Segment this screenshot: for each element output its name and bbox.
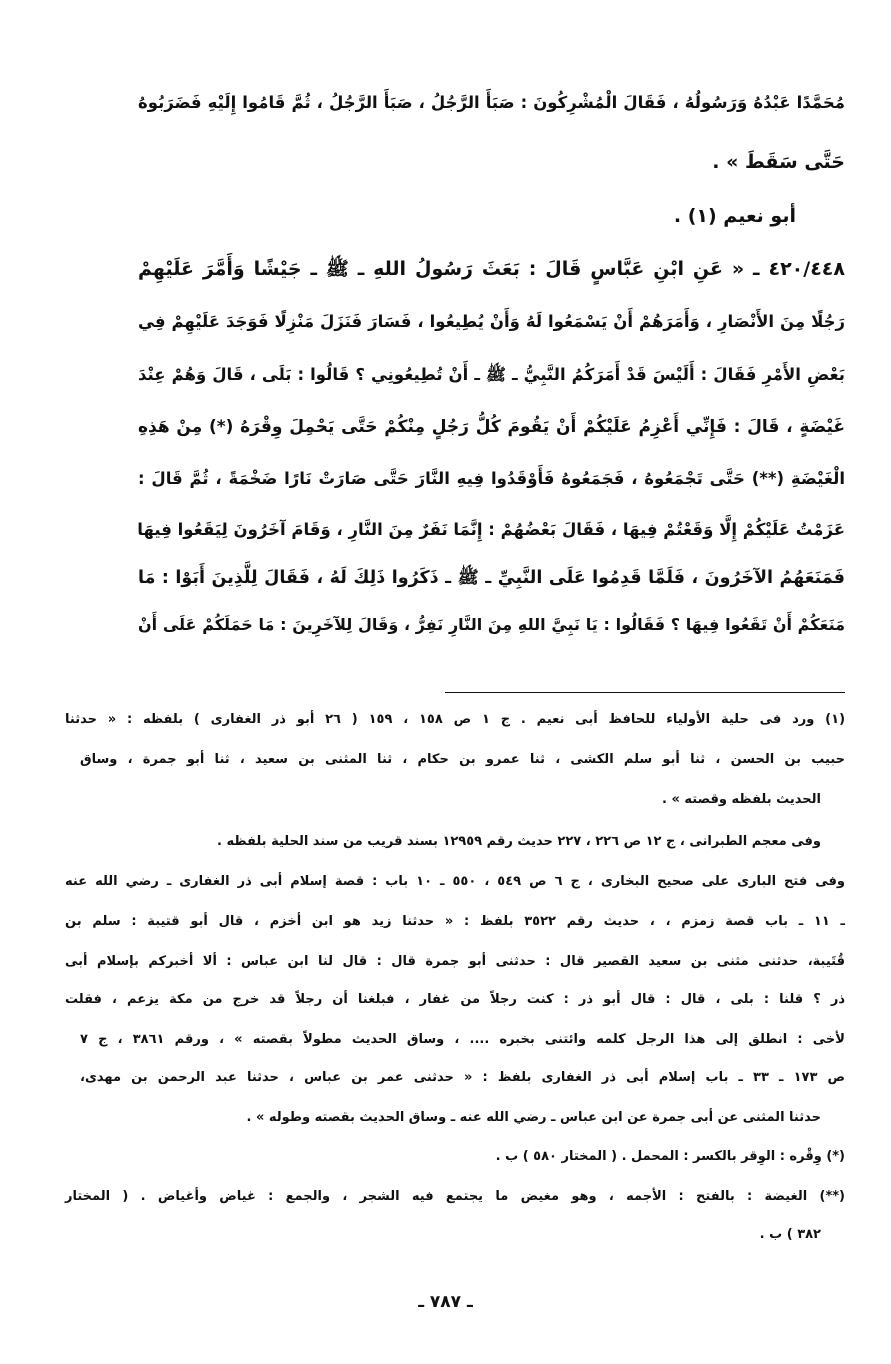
body-text-line: رَجُلًا مِنَ الأَنْصَارِ ، وَأَمَرَهُمْ أَنْ يَسْمَعُوا لَهُ وَأَنْ يُطِيعُوا ، فَسَارَ فَنَزَلَ مَنْزِلًا فَوَجَدَ عَلَيْهِمْ فِي xyxy=(138,312,845,331)
body-text-line: أبو نعيم (١) . xyxy=(673,205,796,227)
footnote-line: قُتَيبة، حدثنى مثنى بن سعيد القصير قال : حدثنى أبو جمرة قال : قال لنا ابن عباس : ألا أخبركم بإسلام أبى xyxy=(65,954,845,969)
footnote-line: ذر ؟ قلنا : بلى ، قال : قال أبو ذر : كنت رجلاً من غفار ، فبلغنا أن رجلاً قد خرج من مكة يزعم ، فقلت xyxy=(65,992,845,1007)
footnote-line: ص ١٧٣ ـ ٣٣ ـ باب إسلام أبى ذر الغفارى بلفظ : « حدثنى عمر بن عباس ، حدثنا عبد الرحمن بن مهدى، xyxy=(80,1070,845,1085)
footnote-line: لأخى : انطلق إلى هذا الرجل كلمه وائتنى بخبره .... ، وساق الحديث مطولاً بقصته » ، ورقم ٣٨٦١ ، ج ٧ xyxy=(80,1032,845,1047)
footnote-line: ٣٨٢ ) ب . xyxy=(759,1227,821,1242)
body-text-line: بَعْضِ الأَمْرِ فَقَالَ : أَلَيْسَ قَدْ أَمَرَكُمُ النَّبِيُّ ـ ﷺ ـ أَنْ تُطِيعُونِي ؟ قَالُوا : بَلَى ، قَالَ وَهُمْ عِنْدَ xyxy=(138,365,845,384)
body-text-line: عَزَمْتُ عَلَيْكُمْ إِلَّا وَقَعْتُمْ فِيهَا ، فَقَالَ بَعْضُهُمْ : إِنَّمَا نَفَرٌ مِنَ النَّارِ ، وَقَامَ آخَرُونَ لِيَقَعُوا فِيهَا xyxy=(137,520,845,539)
page-number: ـ ٧٨٧ ـ xyxy=(418,1292,473,1312)
footnote-line: وفى فتح البارى على صحيح البخارى ، ج ٦ ص ٥٤٩ ، ٥٥٠ ـ ١٠ باب : قصة إسلام أبى ذر الغفارى ـ رضي الله عنه xyxy=(65,874,845,889)
footnote-line: (**) الغيضة : بالفتح : الأجمه ، وهو مغيض ما يجتمع فيه الشجر ، والجمع : غياض وأغياض . ( المختار xyxy=(65,1189,845,1204)
body-text-line: مَنَعَكُمْ أَنْ تَقَعُوا فِيهَا ؟ فَقَالُوا : يَا نَبِيَّ اللهِ مِنَ النَّارِ نَفِرُّ ، وَقَالَ لِلآخَرِينَ : مَا حَمَلَكُمْ عَلَى أَنْ xyxy=(138,615,845,634)
body-text-line: ٤٢٠/٤٤٨ ـ « عَنِ ابْنِ عَبَّاسٍ قَالَ : بَعَثَ رَسُولُ اللهِ ـ ﷺ ـ جَيْشًا وَأَمَّرَ عَلَيْهِمْ xyxy=(138,258,845,280)
footnote-line: ـ ١١ ـ باب قصة زمزم ، ، حديث رقم ٣٥٢٢ بلفظ : « حدثنا زيد هو ابن أخزم ، قال أبو قتيبة : سلم بن xyxy=(65,914,845,929)
footnote-line: (*) وِقْره : الوِقر بالكسر : المحمل . ( المختار ٥٨٠ ) ب . xyxy=(495,1149,845,1164)
body-text-line: مُحَمَّدًا عَبْدُهُ وَرَسُولُهُ ، فَقَالَ الْمُشْرِكُونَ : صَبَأَ الرَّجُلُ ، صَبَأَ الرَّجُلُ ، ثُمَّ قَامُوا إِلَيْهِ فَضَرَبُوهُ xyxy=(138,93,845,112)
footnote-line: حدثنا المثنى عن أبى جمرة عن ابن عباس ـ رضي الله عنه ـ وساق الحديث بقصته وطوله » . xyxy=(246,1110,821,1125)
footnote-line: الحديث بلفظه وقصته » . xyxy=(662,792,821,807)
body-text-line: غَيْضَةٍ ، قَالَ : فَإِنِّي أَعْزِمُ عَلَيْكُمْ أَنْ يَقُومَ كُلُّ رَجُلٍ مِنْكُمْ حَتَّى يَحْمِلَ وِقْرَهُ (*) مِنْ هَذِهِ xyxy=(138,417,845,437)
footnote-separator xyxy=(445,692,845,693)
body-text-line: فَمَنَعَهُمُ الآخَرُونَ ، فَلَمَّا قَدِمُوا عَلَى النَّبِيِّ ـ ﷺ ـ ذَكَرُوا ذَلِكَ لَهُ ، فَقَالَ لِلَّذِينَ أَبَوْا : مَا xyxy=(138,568,845,588)
footnote-line: (١) ورد فى حلية الأولياء للحافظ أبى نعيم . ج ١ ص ١٥٨ ، ١٥٩ ( ٢٦ أبو ذر الغفارى ) بلفظه : « حدثنا xyxy=(65,712,846,727)
footnote-line: وفى معجم الطبرانى ، ج ١٢ ص ٢٢٦ ، ٢٢٧ حديث رقم ١٢٩٥٩ بسند قريب من سند الحلية بلفظه . xyxy=(217,834,821,849)
footnote-line: حبيب بن الحسن ، ثنا أبو سلم الكشى ، ثنا عمرو بن حكام ، ثنا المثنى بن سعيد ، ثنا أبو جمرة ، وساق xyxy=(80,752,845,767)
body-text-line: الْغَيْضَةِ (**) حَتَّى تَجْمَعُوهُ ، فَجَمَعُوهُ فَأَوْقَدُوا فِيهِ النَّارَ حَتَّى صَارَتْ نَارًا ضَخْمَةً ، ثُمَّ قَالَ : xyxy=(138,469,845,488)
body-text-line: حَتَّى سَقَطَ » . xyxy=(712,151,845,173)
